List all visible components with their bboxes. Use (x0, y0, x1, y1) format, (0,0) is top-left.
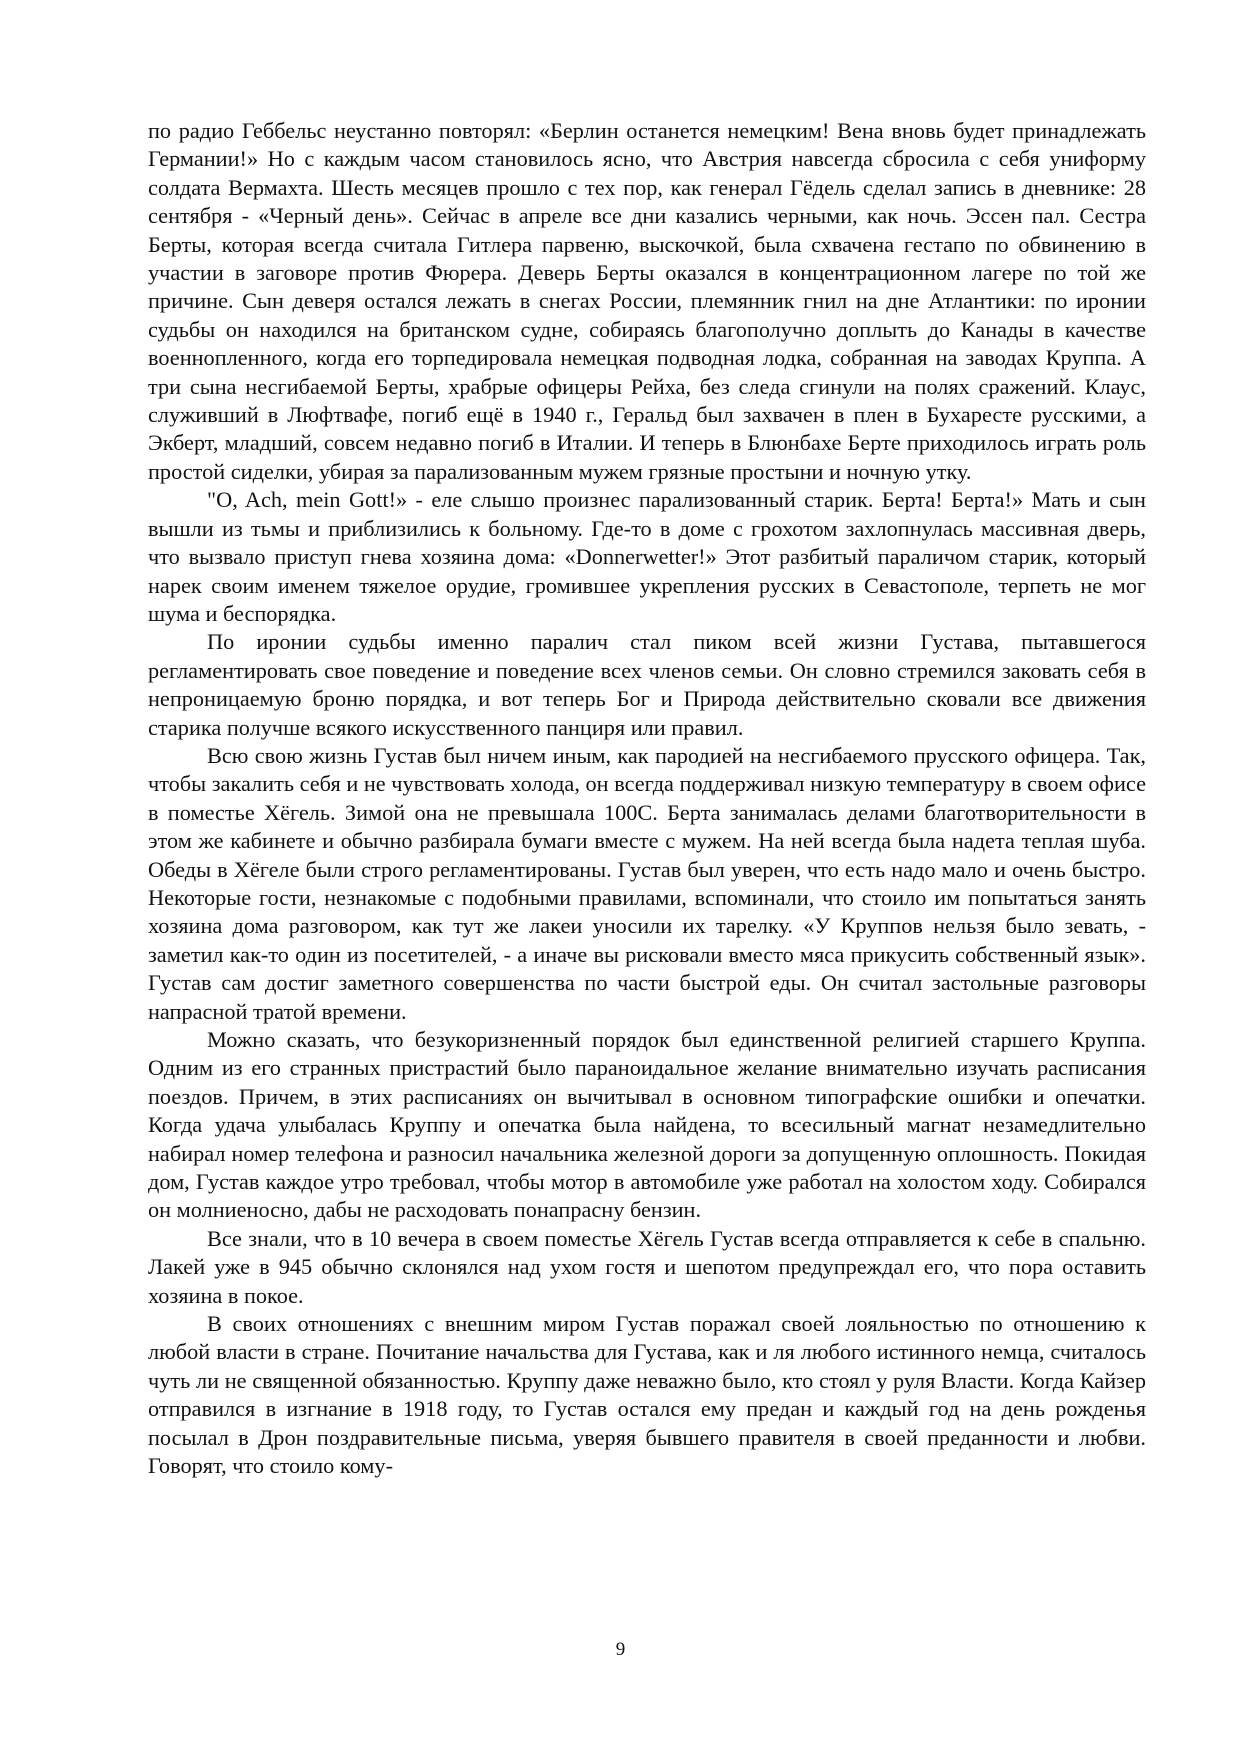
paragraph-6: Все знали, что в 10 вечера в своем поместье Хёгель Густав всегда отправляется к себе в спальню. Лакей уже в 945 обычно склонялся над ухом гостя и шепотом предупреждал его, что пора оставить хозяина в покое. (148, 1225, 1146, 1308)
paragraph-2: "O, Ach, mein Gott!» - еле слышо произнес парализованный старик. Берта! Берта!» Мать и сын вышли из тьмы и приблизились к больному. Где-то в доме с грохотом захлопнулась массивная дверь, что вызвало приступ гнева хозяина дома: «Donnerwetter!» Этот разбитый параличом старик, который нарек своим именем тяжелое орудие, громившее укрепления русских в Севастополе, терпеть не мог шума и беспорядка. (148, 487, 1146, 626)
page-body-text (148, 117, 1146, 1481)
paragraph-3: По иронии судьбы именно паралич стал пиком всей жизни Густава, пытавшегося регламентировать свое поведение и поведение всех членов семьи. Он словно стремился заковать себя в непроницаемую броню порядка, и вот теперь Бог и Природа действительно сковали все движения старика получше всякого искусственного панциря или правил. (148, 629, 1146, 740)
paragraph-1: по радио Геббельс неустанно повторял: «Берлин останется немецким! Вена вновь будет принадлежать Германии!» Но с каждым часом становилось ясно, что Австрия навсегда сбросила с себя униформу солдата Вермахта. Шесть месяцев прошло с тех пор, как генерал Гёдель сделал запись в дневнике: 28 сентября - «Черный день». Сейчас в апреле все дни казались черными, как ночь. Эссен пал. Сестра Берты, которая всегда считала Гитлера парвеню, выскочкой, была схвачена гестапо по обвинению в участии в заговоре против Фюрера. Деверь Берты оказался в концентрационном лагере по той же причине. Сын деверя остался лежать в снегах России, племянник гнил на дне Атлантики: по иронии судьбы он находился на британском судне, собираясь благополучно доплыть до Канады в качестве военнопленного, когда его торпедировала немецкая подводная лодка, собранная на заводах Круппа. А три сына несгибаемой Берты, храбрые офицеры Рейха, без следа сгинули на полях сражений. Клаус, служивший в Люфтвафе, погиб ещё в 1940 г., Геральд был захвачен в плен в Бухаресте русскими, а Экберт, младший, совсем недавно погиб в Италии. И теперь в Блюнбахе Берте приходилось играть роль простой сиделки, убирая за парализованным мужем грязные простыни и ночную утку. (148, 118, 1146, 484)
paragraph-7: В своих отношениях с внешним миром Густав поражал своей лояльностью по отношению к любой власти в стране. Почитание начальства для Густава, как и ля любого истинного немца, считалось чуть ли не священной обязанностью. Круппу даже неважно было, кто стоял у руля Власти. Когда Кайзер отправился в изгнание в 1918 году, то Густав остался ему предан и каждый год на день рожденья посылал в Дрон поздравительные письма, уверяя бывшего правителя в своей преданности и любви. Говорят, что стоило кому- (148, 1311, 1146, 1479)
page-number: 9 (615, 1639, 626, 1660)
paragraph-5: Можно сказать, что безукоризненный порядок был единственной религией старшего Круппа. Одним из его странных пристрастий было параноидальное желание внимательно изучать расписания поездов. Причем, в этих расписаниях он вычитывал в основном типографские ошибки и опечатки. Когда удача улыбалась Круппу и опечатка была найдена, то всесильный магнат незамедлительно набирал номер телефона и разносил начальника железной дороги за допущенную оплошность. Покидая дом, Густав каждое утро требовал, чтобы мотор в автомобиле уже работал на холостом ходу. Собирался он молниеносно, дабы не расходовать понапрасну бензин. (148, 1027, 1146, 1223)
paragraph-4: Всю свою жизнь Густав был ничем иным, как пародией на несгибаемого прусского офицера. Так, чтобы закалить себя и не чувствовать холода, он всегда поддерживал низкую температуру в своем офисе в поместье Хёгель. Зимой она не превышала 100С. Берта занималась делами благотворительности в этом же кабинете и обычно разбирала бумаги вместе с мужем. На ней всегда была надета теплая шуба. Обеды в Хёгеле были строго регламентированы. Густав был уверен, что есть надо мало и очень быстро. Некоторые гости, незнакомые с подобными правилами, вспоминали, что стоило им попытаться занять хозяина дома разговором, как тут же лакеи уносили их тарелку. «У Круппов нельзя было зевать, - заметил как-то один из посетителей, - а иначе вы рисковали вместо мяса прикусить собственный язык». Густав сам достиг заметного совершенства по части быстрой еды. Он считал застольные разговоры напрасной тратой времени. (148, 742, 1146, 1024)
